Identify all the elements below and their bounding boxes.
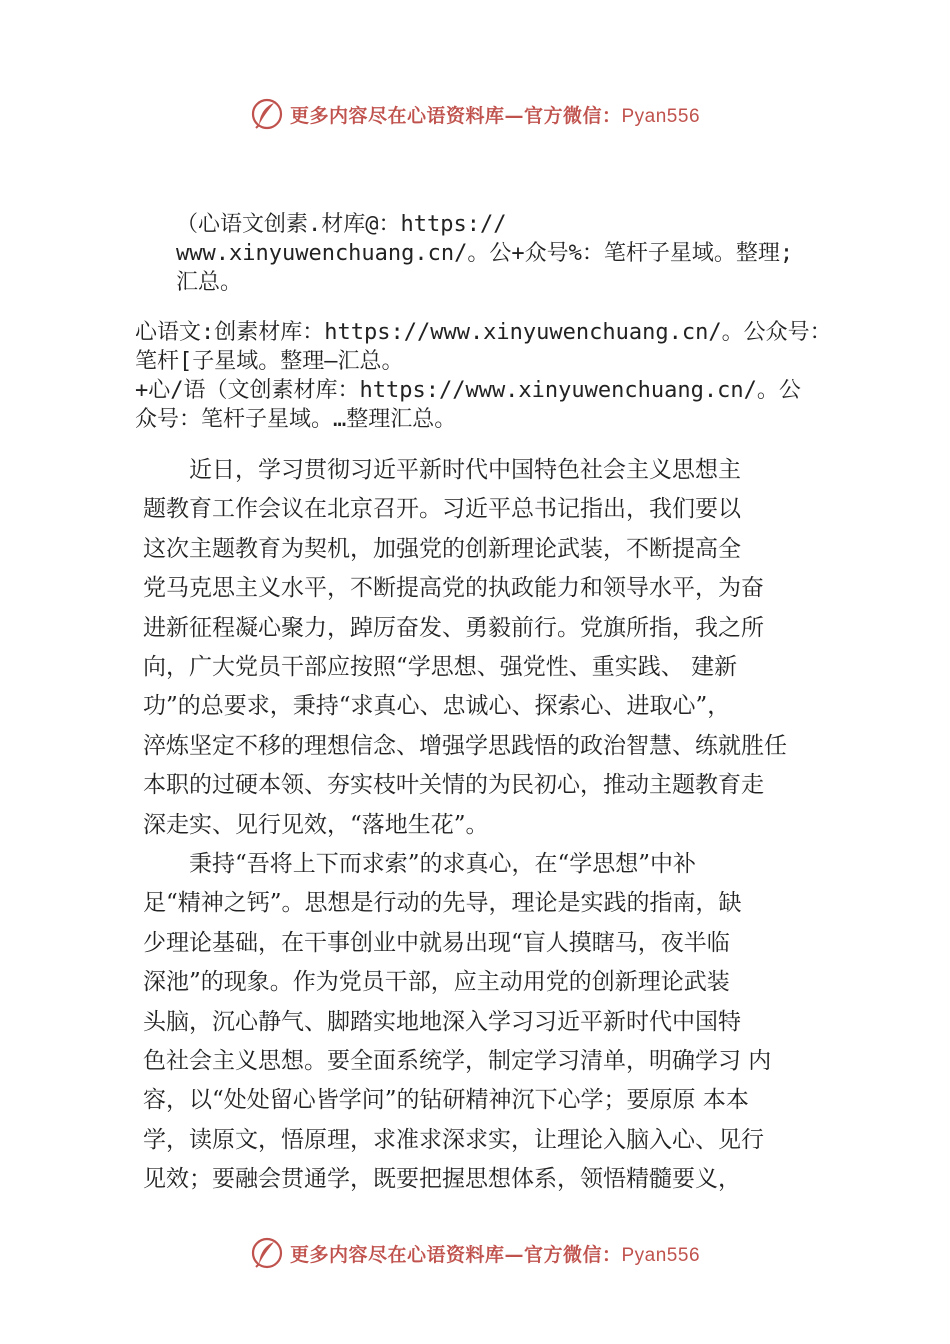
banner-label: 更多内容尽在心语资料库—官方微信： [289, 1243, 622, 1266]
wechat-id: Pyan556 [621, 105, 701, 127]
paragraph-line: 足“精神之钙”。思想是行动的先导，理论是实践的指南，缺 [143, 890, 742, 917]
paragraph-line: 容，以“处处留心皆学问”的钻研精神沉下心学；要原原 本本 [143, 1087, 749, 1114]
paragraph-line: 头脑，沉心静气、脚踏实地地深入学习习近平新时代中国特 [143, 1008, 741, 1035]
paragraph-1 [143, 451, 823, 845]
paragraph-line: 党马克思主义水平，不断提高党的执政能力和领导水平，为奋 [143, 575, 764, 602]
paragraph-line: 功”的总要求，秉持“求真心、忠诚心、探索心、进取心”， [143, 693, 731, 720]
paragraph-line: 学，读原文，悟原理，求准求深求实，让理论入脑入心、见行 [143, 1126, 764, 1153]
watermark-line: +心/语（文创素材库：https://www.xinyuwenchuang.cn/。公 [135, 378, 801, 403]
paragraph-2 [143, 845, 823, 1200]
paragraph-line: 少理论基础，在干事创业中就易出现“盲人摸瞎马，夜半临 [143, 929, 730, 956]
banner-text [290, 1240, 700, 1267]
watermark-block-2 [135, 318, 832, 434]
paragraph-line: 淬炼坚定不移的理想信念、增强学思践悟的政治智慧、练就胜任 [143, 732, 787, 759]
banner-text [290, 101, 700, 128]
paragraph-line: 秉持“吾将上下而求索”的求真心，在“学思想”中补 [189, 851, 697, 877]
watermark-line: 笔杆[子星域。整理—汇总。 [135, 349, 404, 374]
paragraph-line: 近日，学习贯彻习近平新时代中国特色社会主义思想主 [189, 457, 741, 483]
watermark-block-1 [176, 210, 793, 297]
wechat-id: Pyan556 [621, 1244, 701, 1266]
banner-label: 更多内容尽在心语资料库—官方微信： [289, 104, 622, 127]
watermark-line: 众号：笔杆子星域。…整理汇总。 [135, 407, 457, 432]
paragraph-line: 这次主题教育为契机，加强党的创新理论武装，不断提高全 [143, 535, 741, 562]
paragraph-line: 向，广大党员干部应按照“学思想、强党性、重实践、 建新 [143, 654, 738, 681]
paragraph-line: 见效；要融会贯通学，既要把握思想体系，领悟精髓要义， [143, 1166, 741, 1193]
watermark-line: 心语文:创素材库：https://www.xinyuwenchuang.cn/。公众号： [135, 320, 832, 345]
paragraph-line: 深走实、见行见效，“落地生花”。 [143, 811, 489, 838]
paragraph-line: 色社会主义思想。要全面系统学，制定学习清单，明确学习 内 [143, 1048, 772, 1075]
feather-logo-icon [250, 97, 284, 131]
footer-banner [0, 1233, 950, 1273]
feather-logo-icon [250, 1236, 284, 1270]
paragraph-line: 进新征程凝心聚力，踔厉奋发、勇毅前行。党旗所指，我之所 [143, 614, 764, 641]
watermark-line: 汇总。 [176, 270, 243, 295]
watermark-line: www.xinyuwenchuang.cn/。公+众号%：笔杆子星域。整理; [176, 241, 794, 266]
paragraph-line: 本职的过硬本领、夯实枝叶关情的为民初心，推动主题教育走 [143, 772, 764, 799]
watermark-line: （心语文创素.材库@：https:// [176, 212, 507, 237]
paragraph-line: 题教育工作会议在北京召开。习近平总书记指出，我们要以 [143, 496, 741, 523]
paragraph-line: 深池”的现象。作为党员干部，应主动用党的创新理论武装 [143, 969, 730, 996]
header-banner [0, 94, 950, 134]
